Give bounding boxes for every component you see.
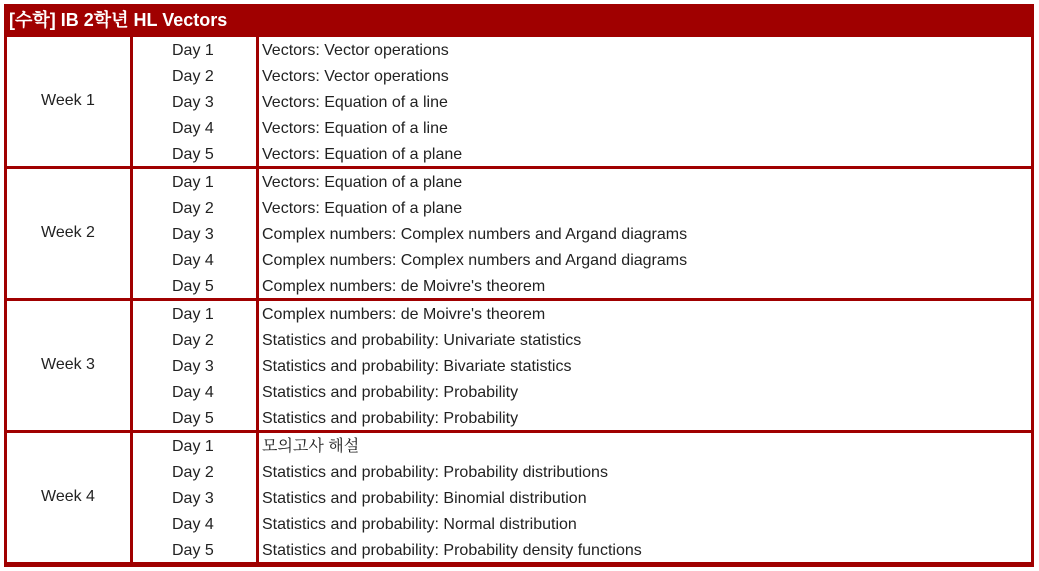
topic-text: Vectors: Equation of a line	[262, 120, 448, 137]
day-label: Day 4	[172, 120, 214, 137]
topic-text: Statistics and probability: Normal distribution	[262, 516, 577, 533]
topic-text: Complex numbers: Complex numbers and Argand diagrams	[262, 226, 688, 243]
topic-cell	[259, 380, 1031, 406]
topic-text: 모의고사 해설	[262, 438, 360, 455]
topic-text: Vectors: Equation of a plane	[262, 174, 463, 191]
topic-text: Complex numbers: de Moivre's theorem	[262, 278, 546, 295]
topic-cell	[259, 406, 1031, 432]
topic-text: Vectors: Vector operations	[262, 68, 449, 85]
day-label: Day 1	[172, 42, 214, 59]
week-cell	[7, 169, 130, 298]
day-cell	[133, 116, 256, 142]
topic-text: Statistics and probability: Univariate statistics	[262, 332, 582, 349]
topic-text: Complex numbers: Complex numbers and Argand diagrams	[262, 252, 688, 269]
topic-cell	[259, 354, 1031, 380]
day-cell	[133, 274, 256, 300]
day-label: Day 3	[172, 490, 214, 507]
day-label: Day 2	[172, 68, 214, 85]
day-label: Day 2	[172, 200, 214, 217]
day-label: Day 3	[172, 94, 214, 111]
day-label: Day 5	[172, 146, 214, 163]
day-label: Day 1	[172, 306, 214, 323]
week-block	[7, 301, 1031, 430]
day-cell	[133, 196, 256, 222]
day-label: Day 5	[172, 542, 214, 559]
table-title: [수학] IB 2학년 HL Vectors	[9, 10, 228, 30]
week-block	[7, 169, 1031, 298]
topic-cell	[259, 328, 1031, 354]
week-label: Week 2	[41, 224, 95, 241]
day-cell	[133, 248, 256, 274]
topic-text: Complex numbers: de Moivre's theorem	[262, 306, 546, 323]
week-label: Week 1	[41, 92, 95, 109]
topic-cell	[259, 460, 1031, 486]
day-label: Day 5	[172, 278, 214, 295]
week-label: Week 4	[41, 488, 95, 505]
topic-cell	[259, 222, 1031, 248]
day-cell	[133, 538, 256, 564]
topic-cell	[259, 302, 1031, 328]
day-label: Day 3	[172, 358, 214, 375]
week-block	[7, 433, 1031, 562]
topic-text: Statistics and probability: Binomial distribution	[262, 490, 587, 507]
day-cell	[133, 90, 256, 116]
topic-text: Statistics and probability: Probability	[262, 384, 519, 401]
topic-text: Vectors: Equation of a plane	[262, 146, 463, 163]
day-cell	[133, 354, 256, 380]
day-label: Day 1	[172, 174, 214, 191]
day-cell	[133, 170, 256, 196]
day-cell	[133, 512, 256, 538]
topic-cell	[259, 116, 1031, 142]
week-cell	[7, 301, 130, 430]
table-title-bar	[4, 4, 1034, 37]
day-label: Day 5	[172, 410, 214, 427]
topic-cell	[259, 170, 1031, 196]
day-cell	[133, 486, 256, 512]
day-cell	[133, 406, 256, 432]
topic-text: Vectors: Equation of a line	[262, 94, 448, 111]
topic-cell	[259, 142, 1031, 168]
day-cell	[133, 380, 256, 406]
week-cell	[7, 37, 130, 166]
week-block	[7, 37, 1031, 166]
topic-cell	[259, 512, 1031, 538]
day-label: Day 2	[172, 464, 214, 481]
topic-text: Statistics and probability: Probability density functions	[262, 542, 642, 559]
topic-cell	[259, 538, 1031, 564]
topic-cell	[259, 196, 1031, 222]
day-cell	[133, 434, 256, 460]
week-cell	[7, 433, 130, 562]
topic-text: Statistics and probability: Bivariate statistics	[262, 358, 572, 375]
topic-cell	[259, 64, 1031, 90]
day-label: Day 2	[172, 332, 214, 349]
topic-cell	[259, 90, 1031, 116]
day-label: Day 4	[172, 252, 214, 269]
day-cell	[133, 460, 256, 486]
day-label: Day 1	[172, 438, 214, 455]
day-cell	[133, 142, 256, 168]
schedule-table	[4, 4, 1034, 567]
topic-cell	[259, 274, 1031, 300]
day-cell	[133, 38, 256, 64]
day-label: Day 4	[172, 384, 214, 401]
day-cell	[133, 302, 256, 328]
topic-cell	[259, 38, 1031, 64]
topic-text: Statistics and probability: Probability distributions	[262, 464, 608, 481]
topic-text: Vectors: Equation of a plane	[262, 200, 463, 217]
topic-cell	[259, 486, 1031, 512]
topic-cell	[259, 248, 1031, 274]
day-cell	[133, 222, 256, 248]
day-label: Day 3	[172, 226, 214, 243]
topic-text: Vectors: Vector operations	[262, 42, 449, 59]
week-label: Week 3	[41, 356, 95, 373]
day-cell	[133, 328, 256, 354]
topic-text: Statistics and probability: Probability	[262, 410, 519, 427]
day-cell	[133, 64, 256, 90]
day-label: Day 4	[172, 516, 214, 533]
topic-cell	[259, 434, 1031, 460]
